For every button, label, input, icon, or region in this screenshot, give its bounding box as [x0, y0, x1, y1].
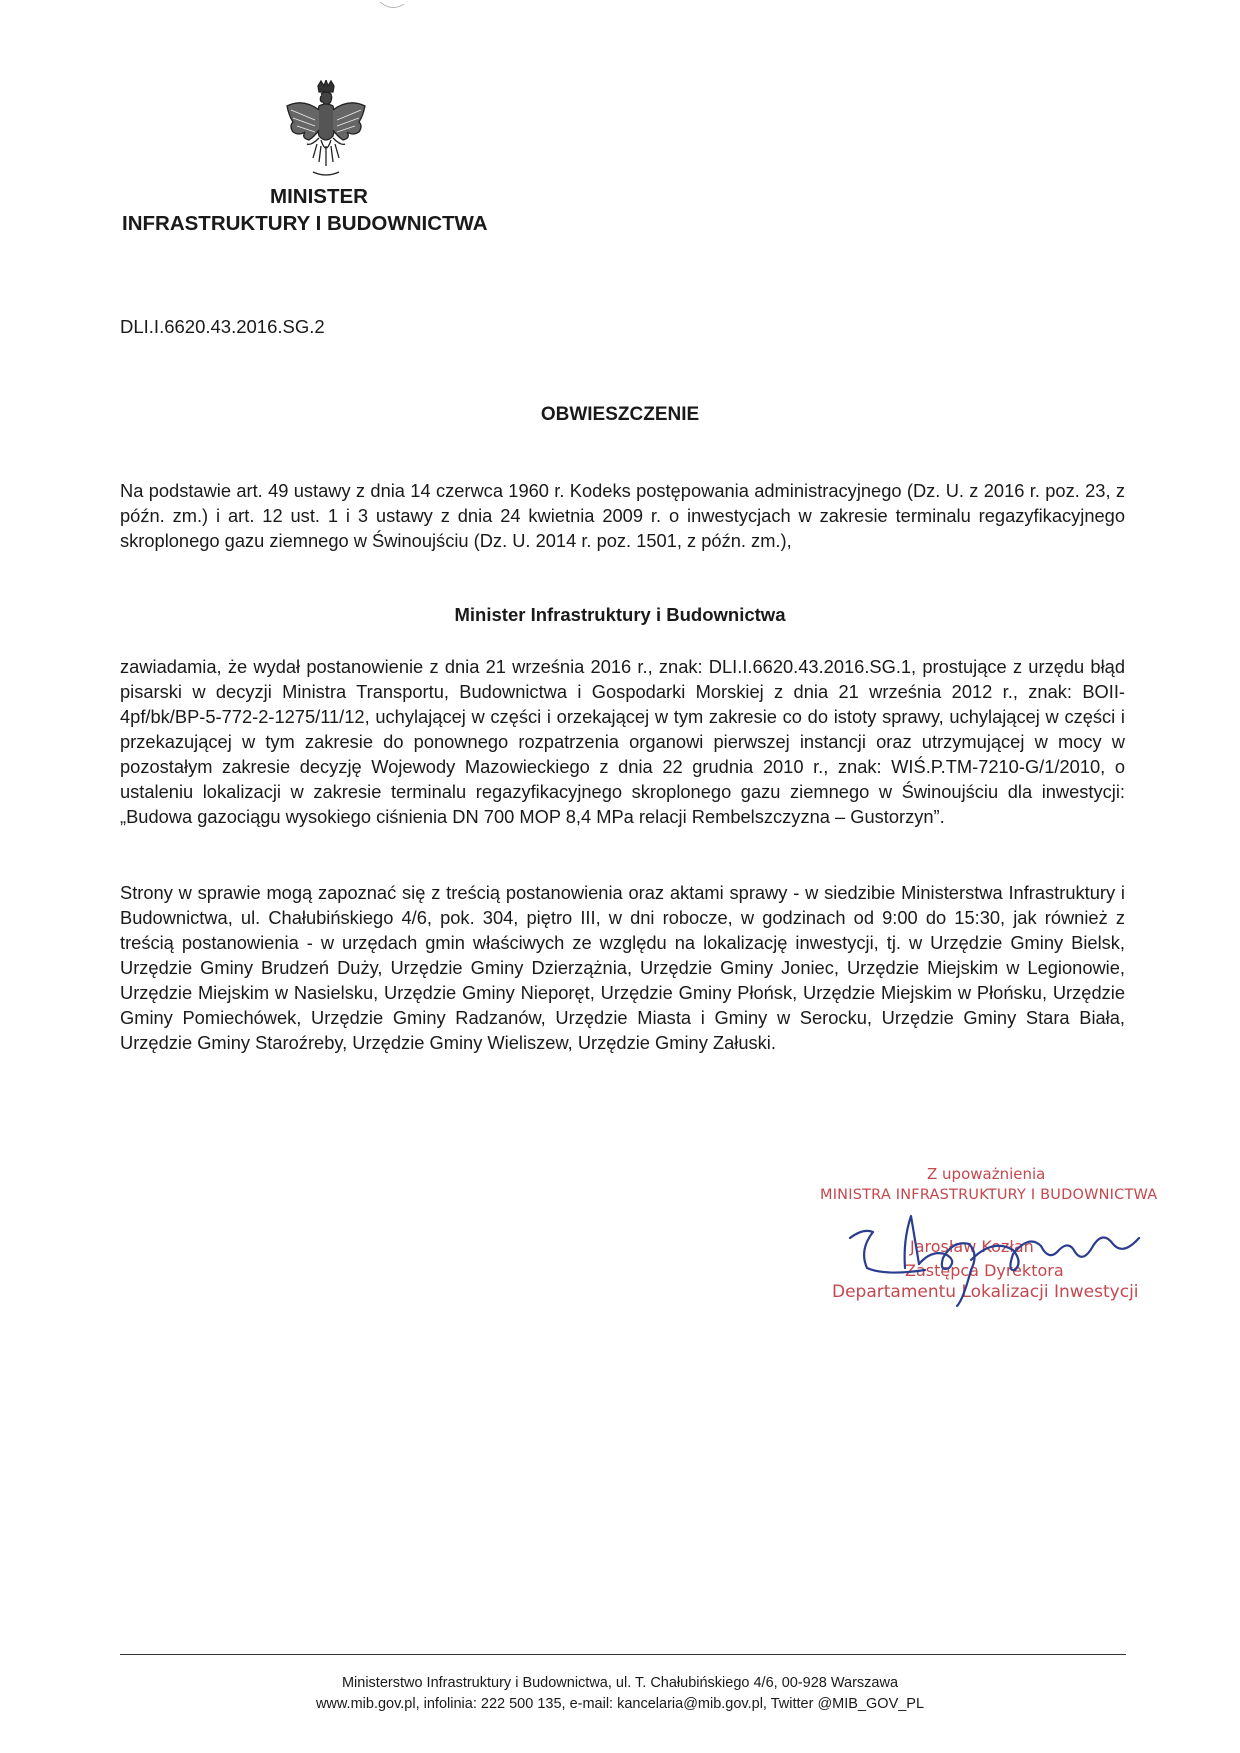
issuing-authority — [122, 183, 488, 237]
footer-divider — [120, 1654, 1126, 1655]
stamp-line-department: Departamentu Lokalizacji Inwestycji — [832, 1282, 1139, 1302]
authority-heading: Minister Infrastruktury i Budownictwa — [454, 604, 786, 625]
pencil-mark-icon — [372, 0, 412, 14]
reference-number: DLI.I.6620.43.2016.SG.2 — [120, 316, 325, 337]
stamp-line-position: Zastępca Dyrektora — [905, 1261, 1064, 1280]
access-information-paragraph: Strony w sprawie mogą zapoznać się z treścią postanowienia oraz aktami sprawy - w siedzibie Ministerstwa Infrastruktury i Budownictwa, ul. Chałubińskiego 4/6, pok. 304, piętro III, w dni robocze, w godzinach od 9:00 do 15:30, jak również z treścią postanowienia - w urzędach gmin właściwych ze względu na lokalizację inwestycji, tj. w Urzędzie Gminy Bielsk, Urzędzie Gminy Brudzeń Duży, Urzędzie Gminy Dzierzążnia, Urzędzie Gminy Joniec, Urzędzie Miejskim w Legionowie, Urzędzie Miejskim w Nasielsku, Urzędzie Gminy Nieporęt, Urzędzie Gminy Płońsk, Urzędzie Miejskim w Płońsku, Urzędzie Gminy Pomiechówek, Urzędzie Gminy Radzanów, Urzędzie Miasta i Gminy w Serocku, Urzędzie Gminy Stara Biała, Urzędzie Gminy Staroźreby, Urzędzie Gminy Wieliszew, Urzędzie Gminy Załuski. — [120, 882, 1125, 1053]
footer-contact: www.mib.gov.pl, infolinia: 222 500 135, e-mail: kancelaria@mib.gov.pl, Twitter @MIB_GOV_PL — [315, 1696, 925, 1712]
footer-address: Ministerstwo Infrastruktury i Budownictwa, ul. T. Chałubińskiego 4/6, 00-928 Warszawa — [341, 1675, 899, 1691]
document-title: OBWIESZCZENIE — [540, 404, 700, 425]
notice-paragraph: zawiadamia, że wydał postanowienie z dnia 21 września 2016 r., znak: DLI.I.6620.43.2016.SG.1, prostujące z urzędu błąd pisarski w decyzji Ministra Transportu, Budownictwa i Gospodarki Morskiej z dnia 21 września 2012 r., znak: BOII-4pf/bk/BP-5-772-2-1275/11/12, uchylającej w części i orzekającej w tym zakresie co do istoty sprawy, uchylającej w części i przekazującej w tym zakresie do ponownego rozpatrzenia organowi pierwszej instancji oraz utrzymującej w mocy w pozostałym zakresie decyzję Wojewody Mazowieckiego z dnia 22 grudnia 2010 r., znak: WIŚ.P.TM-7210-G/1/2010, o ustaleniu lokalizacji w zakresie terminalu regazyfikacyjnego skroplonego gazu ziemnego w Świnoujściu dla inwestycji: „Budowa gazociągu wysokiego ciśnienia DN 700 MOP 8,4 MPa relacji Rembelszczyzna – Gustorzyn”. — [120, 656, 1125, 827]
polish-eagle-emblem-icon — [283, 80, 369, 180]
legal-basis-paragraph: Na podstawie art. 49 ustawy z dnia 14 czerwca 1960 r. Kodeks postępowania administracyjnego (Dz. U. z 2016 r. poz. 23, z późn. zm.) i art. 12 ust. 1 i 3 ustawy z dnia 24 kwietnia 2009 r. o inwestycjach w zakresie terminalu regazyfikacyjnego skroplonego gazu ziemnego w Świnoujściu (Dz. U. 2014 r. poz. 1501, z późn. zm.), — [120, 480, 1125, 551]
stamp-line-ministry: MINISTRA INFRASTRUKTURY I BUDOWNICTWA — [820, 1187, 1158, 1203]
authority-line-1: MINISTER — [270, 185, 368, 208]
stamp-line-authorization: Z upoważnienia — [927, 1165, 1046, 1183]
footer — [0, 1673, 1240, 1715]
stamp-line-name: Jarosław Kozłan — [910, 1237, 1034, 1256]
authority-line-2: INFRASTRUKTURY I BUDOWNICTWA — [122, 212, 488, 235]
handwritten-signature — [845, 1210, 1165, 1310]
